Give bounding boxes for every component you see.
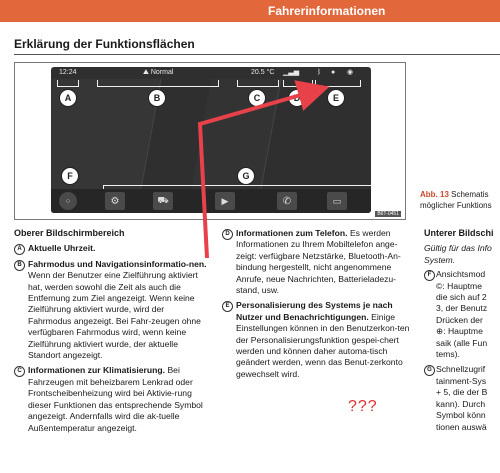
chapter-header-bar (0, 0, 500, 22)
callout-e: E (327, 89, 345, 107)
temperature-readout: 20.5 °C (251, 69, 275, 76)
caption-line1: Schematis (451, 190, 489, 199)
bracket-e (315, 80, 361, 87)
drive-mode-label: ⛰ Normal (143, 69, 174, 76)
left-heading: Oberer Bildschirmbereich (14, 228, 125, 238)
callout-b: B (148, 89, 166, 107)
left-column (14, 228, 209, 438)
play-icon: ▶ (221, 195, 229, 206)
callout-f: F (61, 167, 79, 185)
section-title: Erklärung der Funktionsflächen (14, 37, 195, 51)
callout-a: A (59, 89, 77, 107)
caption-line2: möglicher Funktions (420, 201, 492, 210)
phone-button[interactable] (277, 192, 297, 210)
right-heading: Unterer Bildschi (424, 228, 494, 238)
middle-column (222, 228, 412, 384)
infotainment-figure (14, 62, 406, 220)
callout-c: C (248, 89, 266, 107)
right-item-g: G Schnellzugrif tainment-Sys + 5, die der B kann). Durch Symbol könn tionen auswä (424, 364, 500, 432)
list-item: E Personalisierung des Systems je nach Nutzer und Benachrichtigungen. Einige Einstellungen können in den Benutzerkon-ten der Personalisierungsfunktion gespei-chert werden und können daher automa-tisch geändert werden, wenn das Benut-zerkonto gewechselt wird. (222, 300, 412, 380)
list-item: A Aktuelle Uhrzeit. (14, 243, 209, 254)
section-divider (14, 54, 500, 55)
signal-icon: ▁▃▅ (283, 69, 300, 76)
bracket-c (237, 80, 279, 87)
list-item: B Fahrmodus und Navigationsinformatio-nen. Wenn der Benutzer eine Zielführung aktiviert hat, werden sowohl die Zeit als auch die Entfernung zum Ziel angezeigt. Wenn keine Zielführung aktiviert wurde, wird der Fahrmodus angezeigt. Bei Fahr-zeugen ohne verfügbaren Fahrmodus wird, wenn keine Zielführung aktiviert wurde, der aktuelle Standort angezeigt. (14, 259, 209, 362)
grid-icon: ⁘ (64, 196, 72, 206)
caption-label: Abb. 13 (420, 190, 449, 199)
car-icon: ⛟ (157, 195, 169, 205)
home-grid-button[interactable] (59, 192, 77, 210)
clock-readout: 12:24 (59, 69, 77, 76)
bracket-a (57, 80, 79, 87)
car-button[interactable] (153, 192, 173, 210)
list-item: C Informationen zur Klimatisierung. Bei Fahrzeugen mit beheizbarem Lenkrad oder Frontscheibenheizung wird bei Aktivie-rung dieser Funktionen das entsprechende Symbol angezeigt. Andernfalls wird die ak-tuelle Außentemperatur angezeigt. (14, 365, 209, 433)
app-screen-icon: ▭ (332, 195, 342, 206)
bluetooth-icon: ᛒ (317, 69, 322, 76)
figure-caption (420, 189, 500, 211)
callout-g: G (237, 167, 255, 185)
bracket-d (283, 80, 313, 87)
figure-id-label: B6T-0451 (377, 211, 399, 217)
callout-d: D (288, 89, 306, 107)
status-bar (51, 67, 371, 79)
bottom-nav-bar (51, 189, 371, 213)
chapter-title: Fahrerinformationen (268, 4, 386, 18)
phone-icon: ✆ (282, 195, 292, 207)
settings-button[interactable] (105, 192, 125, 210)
drive-mode-icon: ⛰ (143, 69, 151, 76)
media-play-button[interactable] (215, 192, 235, 210)
user-profile-icon: ● (331, 69, 336, 76)
right-item-f: F Ansichtsmod ©: Hauptme die sich auf 2 3, der Benutz Drücken der ⊕: Hauptme saik (alle Fun tems). (424, 269, 500, 360)
app-connect-button[interactable] (327, 192, 347, 210)
infotainment-screen (51, 67, 371, 213)
notification-icon: ◉ (347, 69, 354, 76)
right-column (424, 228, 500, 433)
list-item: D Informationen zum Telefon. Es werden Informationen zu Ihrem Mobiltelefon ange-zeigt: verfügbare Netzstärke, Bluetooth-An-bindung hergestellt, nicht angenommene Anrufe, neue Nachrichten, Batterieladezu-stand, usw. (222, 228, 412, 296)
right-intro: Gültig für das Info System. (424, 243, 492, 265)
gear-icon: ⚙ (110, 195, 120, 207)
bracket-b (97, 80, 219, 87)
question-marks: ??? (348, 398, 378, 415)
